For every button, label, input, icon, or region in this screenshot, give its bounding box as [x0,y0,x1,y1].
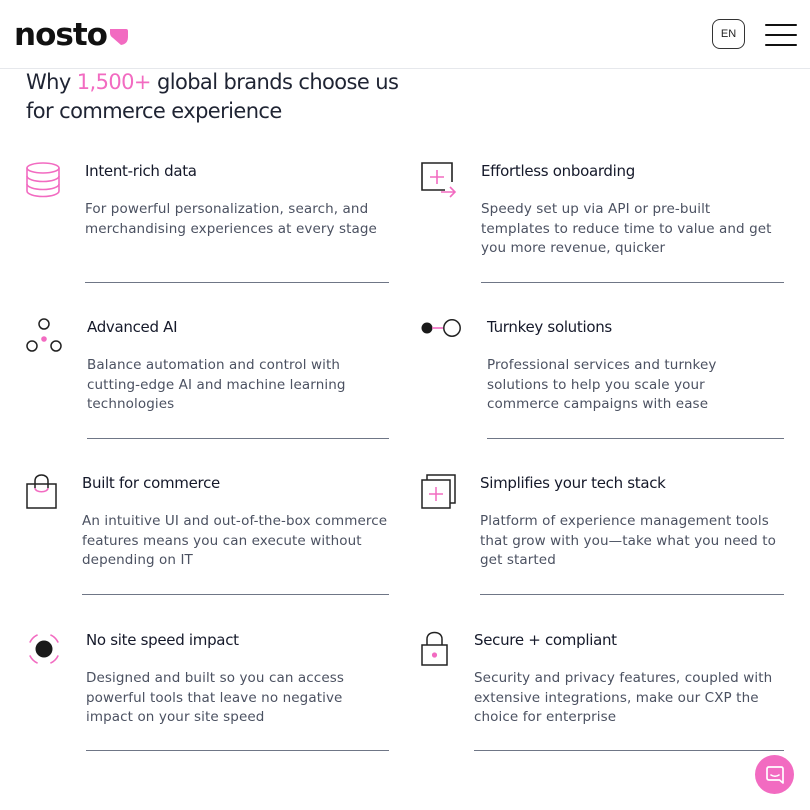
feature-divider [82,594,389,595]
feature-divider [87,438,389,439]
feature-secure-compliant [421,631,785,753]
shopping-bag-icon [26,474,58,510]
feature-divider [85,282,389,283]
feature-description: For powerful personalization, search, and merchandising experiences at every stage [85,201,377,237]
toggle-icon [421,318,463,340]
feature-advanced-ai [26,318,390,440]
feature-divider [480,594,784,595]
feature-no-site-speed-impact [26,631,390,753]
feature-description: Balance automation and control with cutting-edge AI and machine learning technologies [87,357,346,412]
hamburger-menu-icon[interactable] [765,24,797,46]
feature-turnkey-solutions [421,318,785,440]
feature-description: Designed and built so you can access powerful tools that leave no negative impact on your site speed [86,670,344,725]
feature-divider [86,750,389,751]
feature-effortless-onboarding [421,162,785,284]
language-selector-button[interactable]: EN [712,19,745,49]
headline-suffix: global brands choose us for commerce experience [26,70,399,123]
feature-built-for-commerce [26,474,390,596]
feature-title: No site speed impact [86,631,239,649]
headline-accent: 1,500+ [76,70,151,94]
feature-title: Simplifies your tech stack [480,474,666,492]
feature-title: Intent-rich data [85,162,197,180]
stack-add-icon [421,474,457,510]
headline-prefix: Why [26,70,77,94]
feature-title: Advanced AI [87,318,178,336]
chat-bubble-icon [765,765,785,785]
feature-title: Turnkey solutions [487,318,612,336]
site-header [0,0,810,69]
feature-simplifies-tech-stack [421,474,785,596]
feature-intent-rich-data [26,162,390,284]
feature-title: Effortless onboarding [481,162,635,180]
feature-description: An intuitive UI and out-of-the-box commerce features means you can execute without depending on IT [82,513,388,568]
section-headline [26,68,406,126]
feature-description: Speedy set up via API or pre-built templates to reduce time to value and get you more revenue, quicker [481,201,772,256]
feature-divider [474,750,784,751]
feature-description: Platform of experience management tools that grow with you—take what you need to get started [480,513,776,568]
nosto-logo[interactable] [14,17,129,53]
feature-title: Secure + compliant [474,631,617,649]
feature-description: Professional services and turnkey solutions to help you scale your commerce campaigns with ease [487,357,717,412]
logo-text: nosto [14,17,107,53]
padlock-icon [421,631,449,667]
onboarding-icon [421,162,457,198]
speed-target-icon [26,631,62,667]
feature-description: Security and privacy features, coupled with extensive integrations, make our CXP the choice for enterprise [474,670,773,725]
database-icon [26,162,60,198]
feature-title: Built for commerce [82,474,220,492]
feature-divider [487,438,784,439]
ai-nodes-icon [26,318,62,354]
chat-launcher-button[interactable] [755,755,794,794]
feature-divider [481,282,784,283]
logo-mark-icon [109,27,129,47]
